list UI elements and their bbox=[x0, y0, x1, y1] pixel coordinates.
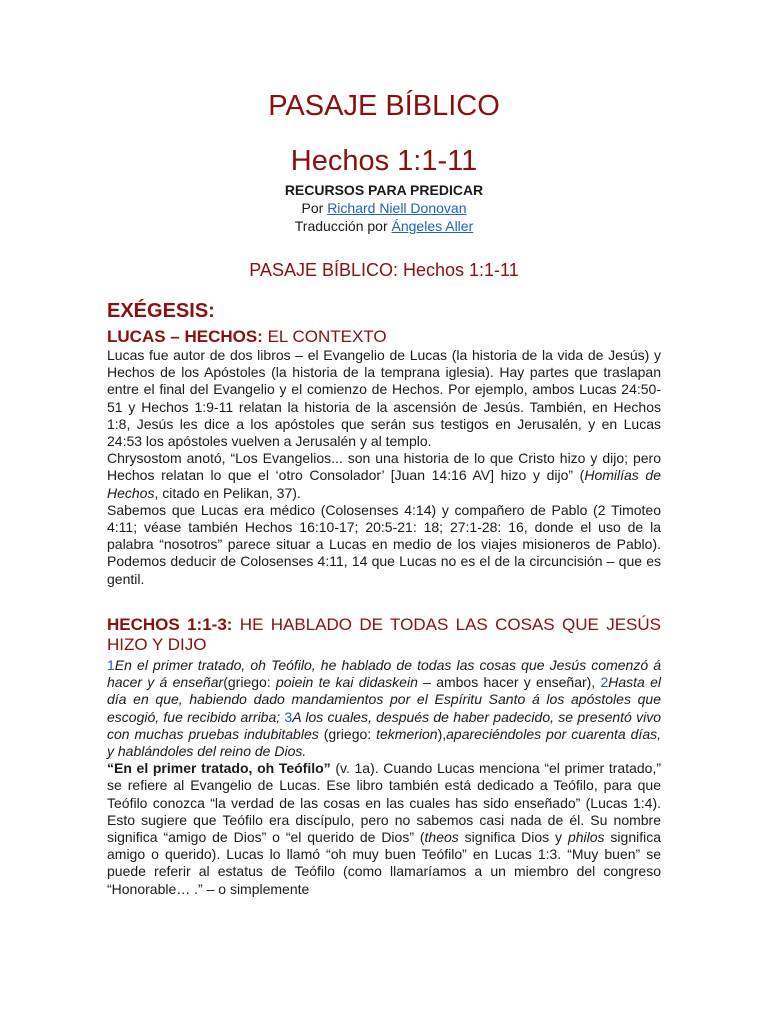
paragraph: Sabemos que Lucas era médico (Colosenses 4:14) y compañero de Pablo (2 Timoteo 4:11; véase también Hechos 16:10-17; 20:5-21: 18; 27:1-28: 16, donde el uso de la palabra “nosotros” parece situar a Lucas en medio de los viajes misioneros de Pablo). Podemos deducir de Colosenses 4:11, 14 que Lucas no es el de la circuncisión – que es gentil. bbox=[107, 501, 661, 587]
translator-link[interactable]: Ángeles Aller bbox=[391, 218, 474, 234]
verse-number: 1 bbox=[107, 657, 115, 673]
section-heading-hechos bbox=[107, 615, 661, 655]
verses-and-commentary bbox=[107, 657, 661, 898]
section-heading-rest: EL CONTEXTO bbox=[262, 327, 387, 346]
commentary-paragraph: “En el primer tratado, oh Teófilo” (v. 1a). Cuando Lucas menciona “el primer tratado,” se refiere al Evangelio de Lucas. Ese libro también está dedicado a Teófilo, para que Teófilo conozca “la verdad de las cosas en las cuales has sido enseñado” (Lucas 1:4). Esto sugiere que Teófilo era discípulo, pero no sabemos casi nada de él. Su nombre significa “amigo de Dios” o “el querido de Dios” (theos significa Dios y philos significa amigo o querido). Lucas lo llamó “oh muy buen Teófilo” en Lucas 1:3. “Muy buen” se puede referir al estatus de Teófilo (como llamaríamos a un miembro del congreso “Honorable… .” – o simplemente bbox=[107, 760, 661, 897]
subtitle: RECURSOS PARA PREDICAR bbox=[284, 182, 484, 198]
author-prefix: Por bbox=[301, 200, 328, 216]
section-heading-context bbox=[107, 327, 661, 347]
paragraph: Chrysostom anotó, “Los Evangelios... son una historia de lo que Cristo hizo y dijo; pero Hechos relatan lo que el ‘otro Consolador’ [Juan 14:16 AV] hizo y dijo” (Homilías de Hechos, citado en Pelikan, 37). bbox=[107, 450, 661, 501]
section-heading-bold: LUCAS – HECHOS: bbox=[107, 327, 263, 346]
context-paragraphs bbox=[107, 347, 661, 588]
section-heading-bold: HECHOS 1:1-3: bbox=[107, 615, 233, 634]
verse-number: 2 bbox=[600, 674, 609, 691]
verse-number: 3 bbox=[280, 708, 293, 725]
paragraph: Lucas fue autor de dos libros – el Evangelio de Lucas (la historia de la vida de Jesús) y Hechos de los Apóstoles (la historia de la temprana iglesia). Hay partes que traslapan entre el final del Evangelio y el comienzo de Hechos. Por ejemplo, ambos Lucas 24:50-51 y Hechos 1:9-11 relatan la historia de la ascensión de Jesús. También, en Hechos 1:8, Jesús les dice a los apóstoles que serán sus testigos en Jerusalén, y en Lucas 24:53 los apóstoles vuelven a Jerusalén y al templo. bbox=[107, 347, 661, 450]
section-heading-rest: HE HABLADO DE TODAS LAS COSAS QUE JESÚS HIZO Y DIJO bbox=[107, 615, 661, 654]
author-line bbox=[0, 199, 768, 217]
passage-heading: PASAJE BÍBLICO: Hechos 1:1-11 bbox=[249, 260, 519, 280]
exegesis-heading: EXÉGESIS: bbox=[107, 300, 215, 322]
scripture-reference: Hechos 1:1-11 bbox=[290, 145, 478, 177]
translator-prefix: Traducción por bbox=[294, 218, 392, 234]
document-title: PASAJE BÍBLICO bbox=[268, 90, 500, 122]
translator-line bbox=[0, 217, 768, 235]
author-link[interactable]: Richard Niell Donovan bbox=[327, 200, 467, 216]
scripture-verses: 1En el primer tratado, oh Teófilo, he hablado de todas las cosas que Jesús comenzó á hacer y á enseñar(griego: poiein te kai didaskein – ambos hacer y enseñar), 2Hasta el día en que, habiendo dado mandamientos por el Espíritu Santo á los apóstoles que escogió, fue recibido arriba; 3A los cuales, después de haber padecido, se presentó vivo con muchas pruebas indubitables (griego: tekmerion),apareciéndoles por cuarenta días, y hablándoles del reino de Dios. bbox=[107, 657, 662, 760]
